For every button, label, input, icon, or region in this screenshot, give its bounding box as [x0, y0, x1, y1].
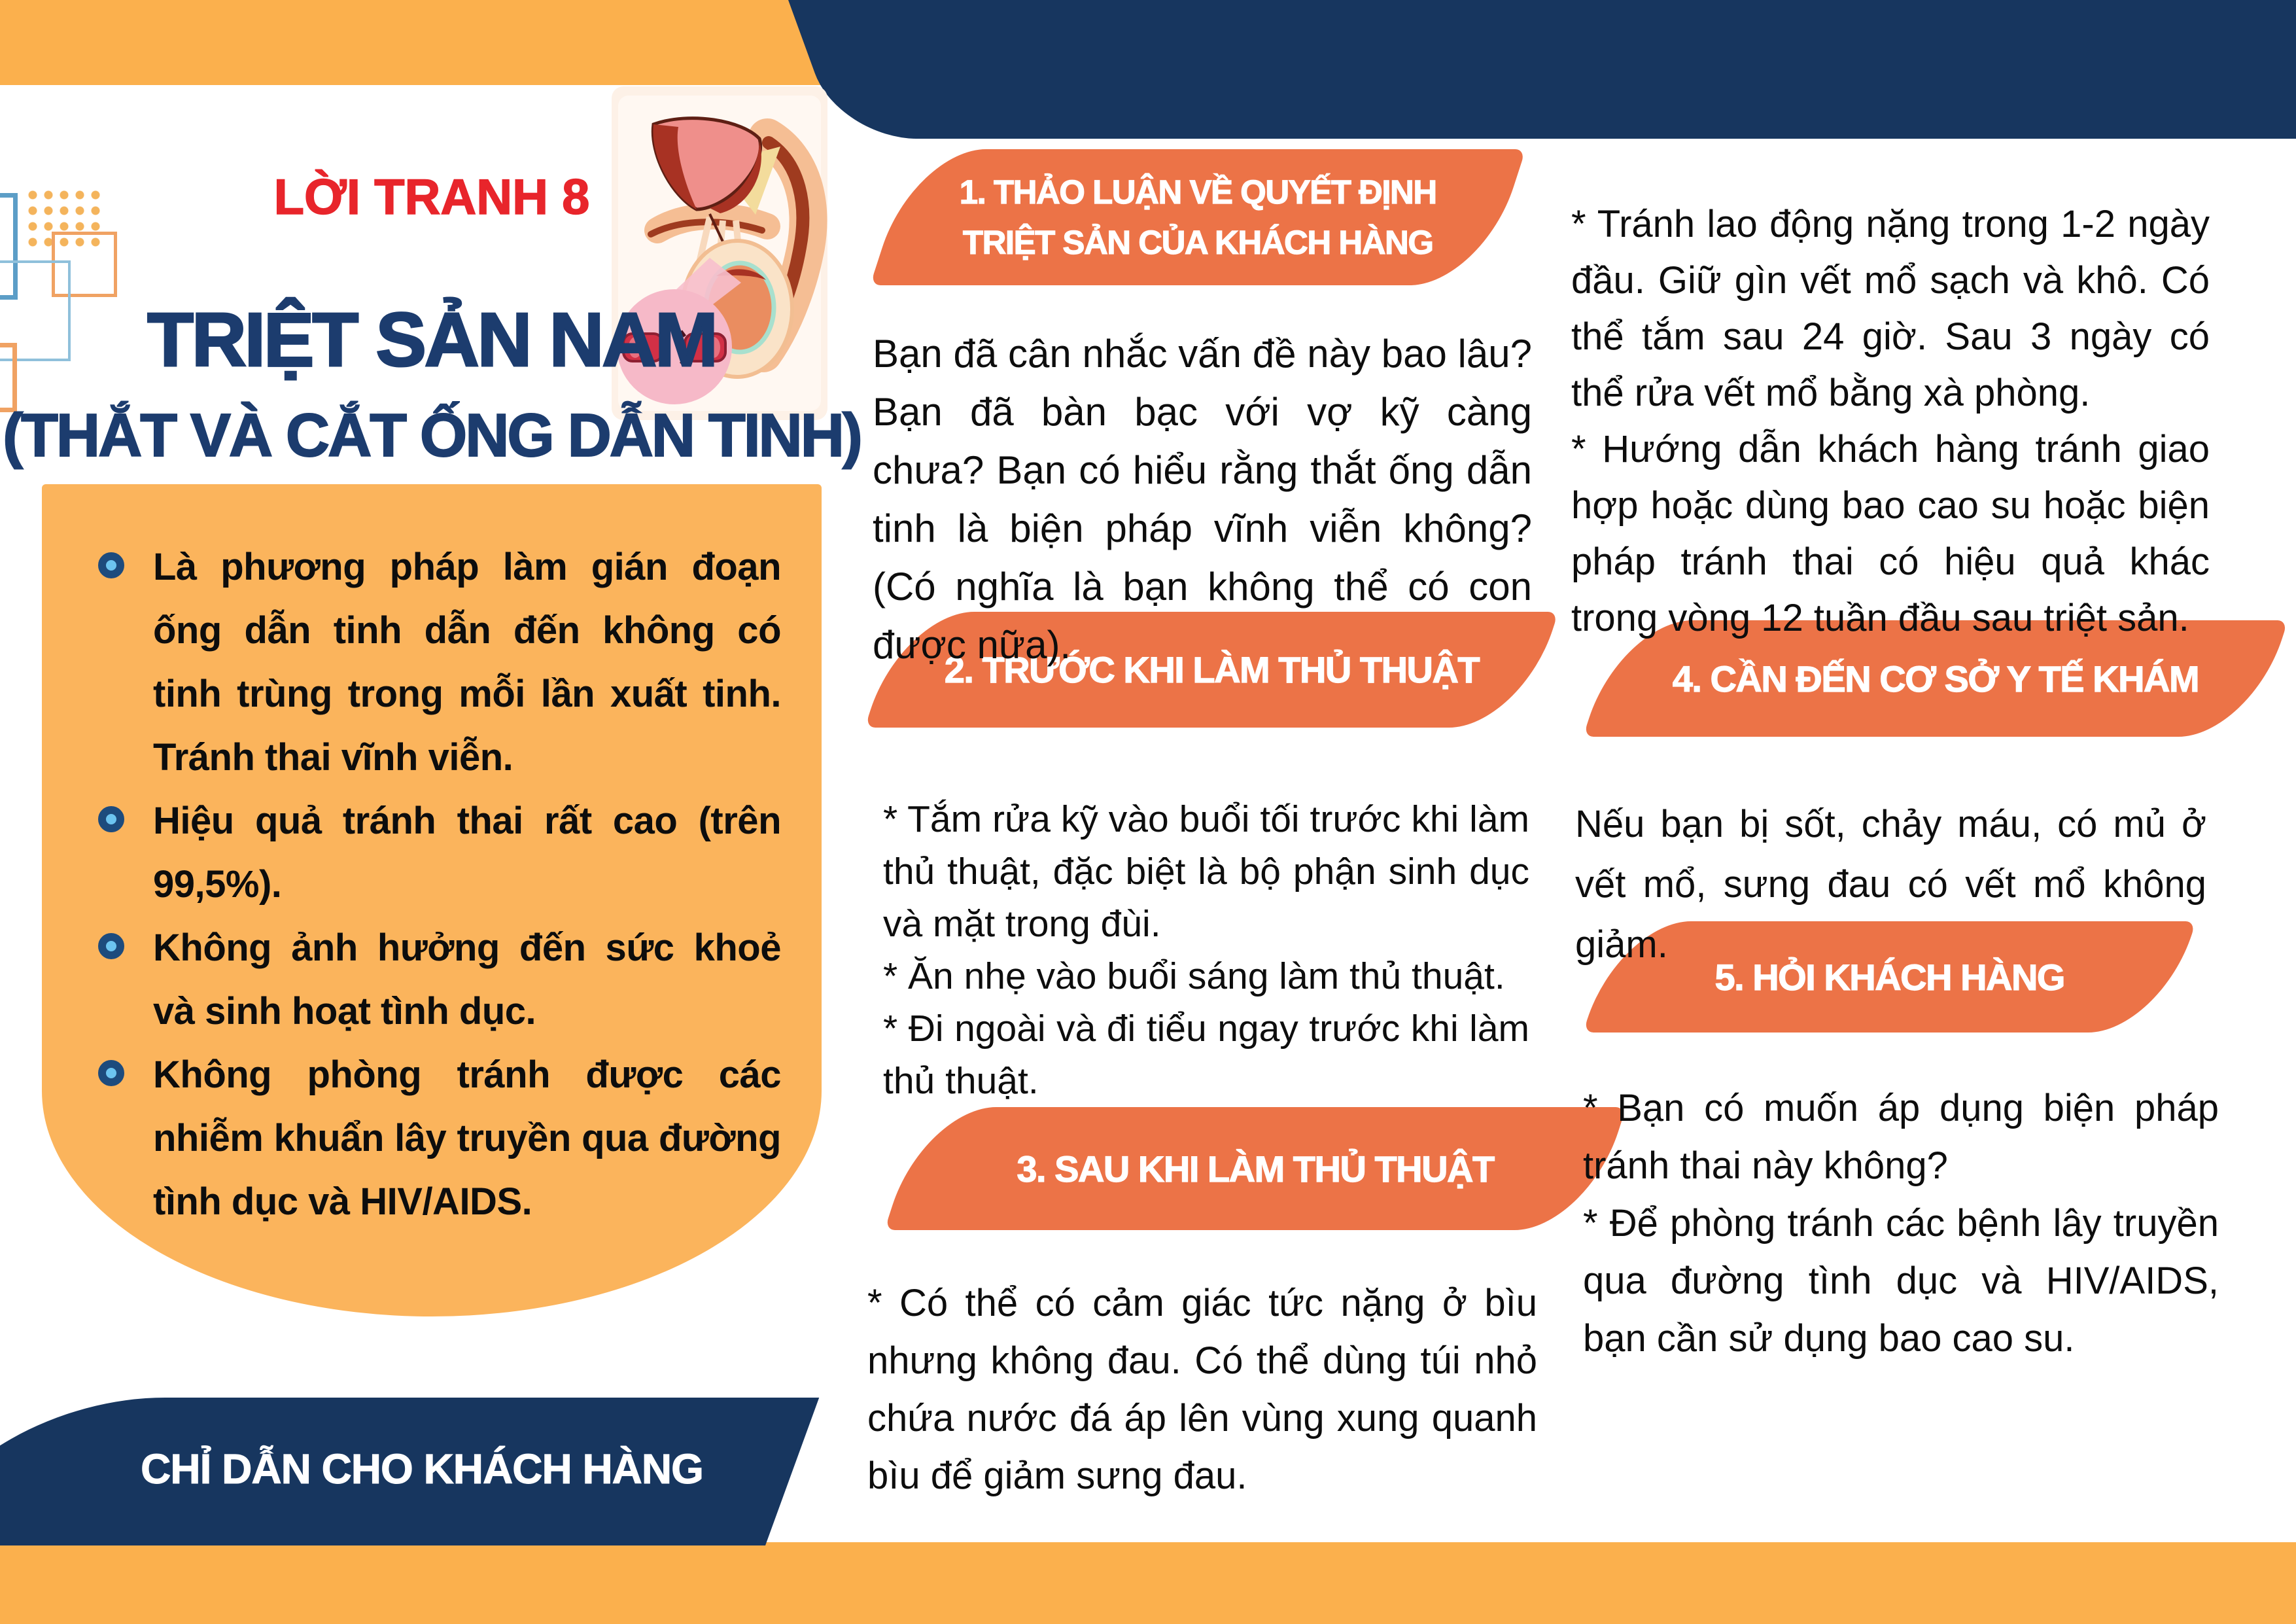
top-right-navy-shape: [788, 0, 2296, 139]
section-5-title: 5. HỎI KHÁCH HÀNG: [1714, 956, 2064, 998]
section-3-title: 3. SAU KHI LÀM THỦ THUẬT: [1017, 1148, 1494, 1190]
section-2-title: 2. TRƯỚC KHI LÀM THỦ THUẬT: [944, 649, 1479, 690]
benefit-item: [98, 1043, 781, 1233]
bullet-icon: [98, 1060, 124, 1086]
section-2-body: * Tắm rửa kỹ vào buổi tối trước khi làm thủ thuật, đặc biệt là bộ phận sinh dục và mặt trong đùi. * Ăn nhẹ vào buổi sáng làm thủ thuật. * Đi ngoài và đi tiểu ngay trước khi làm thủ thuật.: [883, 798, 1529, 1102]
poster-title: TRIỆT SẢN NAM: [147, 297, 716, 382]
bullet-icon: [98, 933, 124, 959]
benefit-text: Không ảnh hưởng đến sức khoẻ và sinh hoạt tình dục.: [153, 927, 781, 1033]
lesson-label: LỜI TRANH 8: [273, 169, 590, 225]
benefit-text: Hiệu quả tránh thai rất cao (trên 99,5%).: [153, 800, 781, 906]
poster-subtitle: (THẮT VÀ CẮT ỐNG DẪN TINH): [3, 401, 861, 469]
benefit-item: [98, 789, 781, 916]
section-3-body-continued: * Tránh lao động nặng trong 1-2 ngày đầu. Giữ gìn vết mổ sạch và khô. Có thể tắm sau 24 giờ. Sau 3 ngày có thể rửa vết mổ bằng xà phòng. * Hướng dẫn khách hàng tránh giao hợp hoặc dùng bao cao su hoặc biện pháp tránh thai có hiệu quả khác trong vòng 12 tuần đầu sau triệt sản.: [1571, 203, 2210, 639]
section-1-title-line2: TRIỆT SẢN CỦA KHÁCH HÀNG: [962, 224, 1433, 261]
section-3-banner: [884, 1107, 1626, 1230]
bottom-orange-bar: [0, 1542, 2296, 1624]
benefit-item: [98, 535, 781, 789]
section-4-body: Nếu bạn bị sốt, chảy máu, có mủ ở vết mổ, sưng đau có vết mổ không giảm.: [1575, 803, 2206, 966]
bullet-icon: [98, 552, 124, 578]
section-1-title-line1: 1. THẢO LUẬN VỀ QUYẾT ĐỊNH: [959, 173, 1436, 211]
section-4-title: 4. CẦN ĐẾN CƠ SỞ Y TẾ KHÁM: [1672, 658, 2199, 699]
section-5-body: * Bạn có muốn áp dụng biện pháp tránh thai này không? * Để phòng tránh các bệnh lây truyền qua đường tình dục và HIV/AIDS, bạn cần sử dụng bao cao su.: [1583, 1087, 2219, 1360]
benefit-text: Là phương pháp làm gián đoạn ống dẫn tinh dẫn đến không có tinh trùng trong mỗi lần xuất tinh. Tránh thai vĩnh viễn.: [153, 546, 781, 779]
benefit-text: Không phòng tránh được các nhiễm khuẩn lây truyền qua đường tình dục và HIV/AIDS.: [153, 1053, 781, 1223]
benefits-panel: [42, 484, 822, 1316]
section-1-banner: [870, 149, 1526, 285]
section-1-body: Bạn đã cân nhắc vấn đề này bao lâu? Bạn đã bàn bạc với vợ kỹ càng chưa? Bạn có hiểu rằng thắt ống dẫn tinh là biện pháp vĩnh viễn không? (Có nghĩa là bạn không thể có con được nữa).: [873, 332, 1532, 667]
section-3-body: * Có thể có cảm giác tức nặng ở bìu nhưng không đau. Có thể dùng túi nhỏ chứa nước đá áp lên vùng xung quanh bìu để giảm sưng đau.: [867, 1282, 1537, 1497]
bullet-icon: [98, 806, 124, 832]
benefit-item: [98, 916, 781, 1043]
footer-banner-label: CHỈ DẪN CHO KHÁCH HÀNG: [141, 1445, 703, 1492]
